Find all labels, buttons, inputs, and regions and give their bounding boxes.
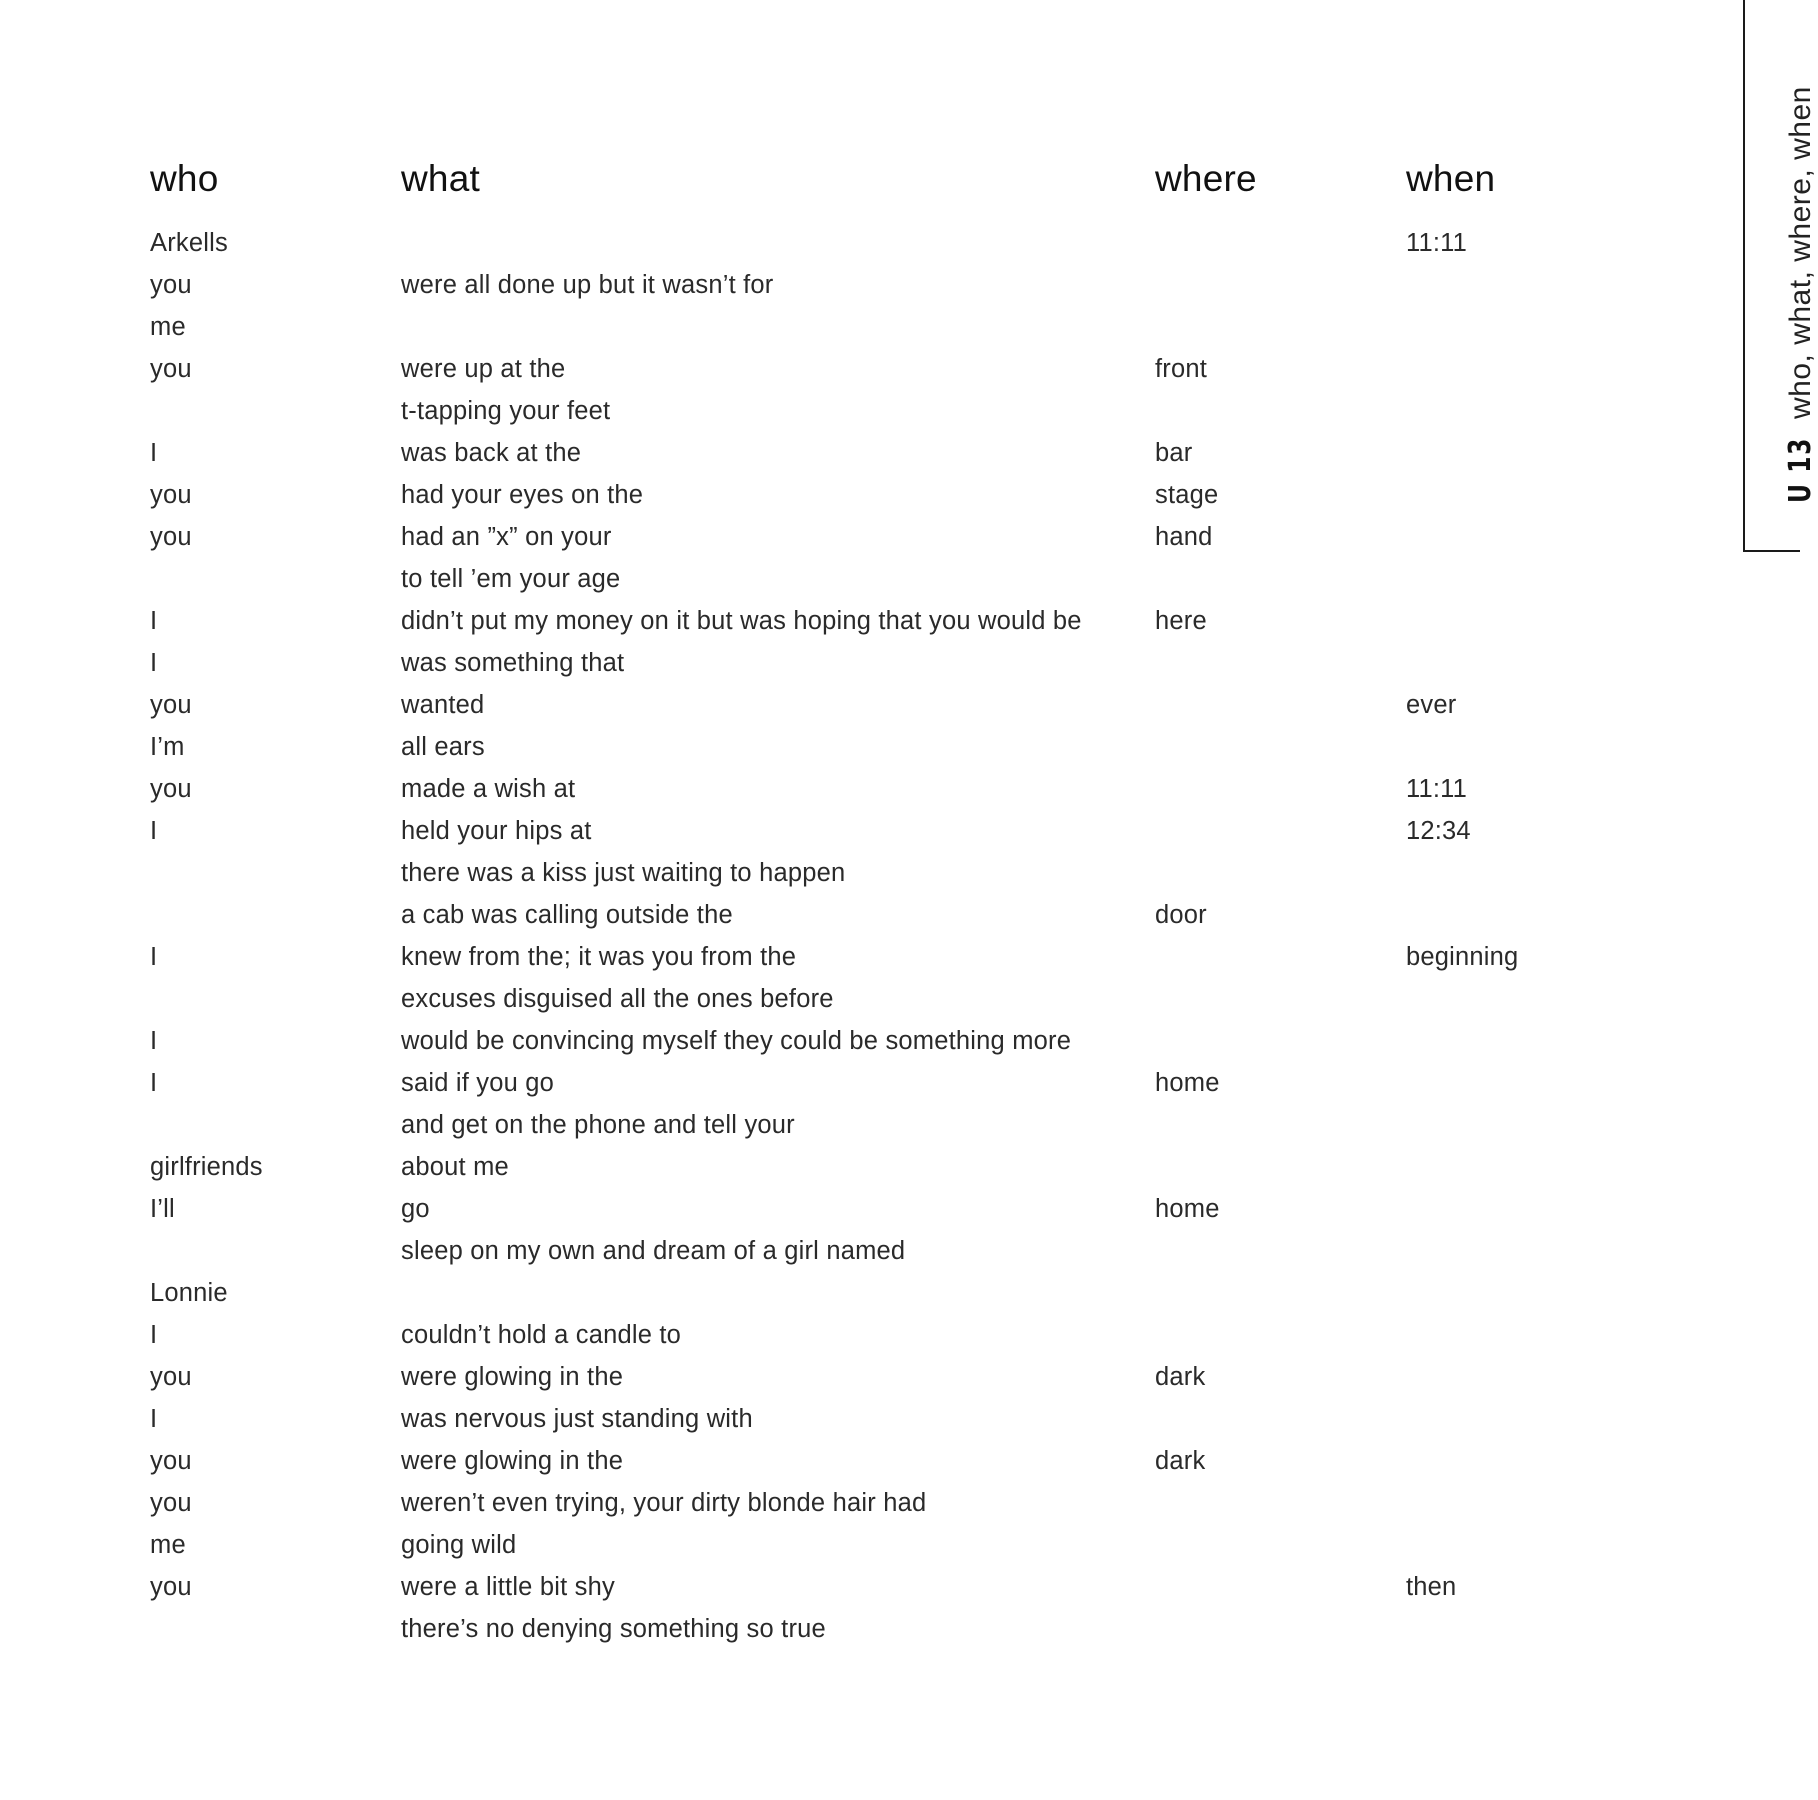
cell-who: I <box>150 1320 158 1349</box>
cell-what: there was a kiss just waiting to happen <box>401 858 846 887</box>
table-row <box>150 810 1590 852</box>
table-row <box>150 1272 1590 1314</box>
cell-who: you <box>150 522 192 551</box>
cell-what: go <box>401 1194 430 1223</box>
cell-what: knew from the; it was you from the <box>401 942 797 971</box>
table-body <box>150 222 1590 1650</box>
cell-when: 11:11 <box>1406 774 1468 803</box>
cell-who: you <box>150 1488 192 1517</box>
section-number: U 13 <box>1783 437 1818 503</box>
cell-what: were up at the <box>401 354 566 383</box>
cell-who: me <box>150 312 186 341</box>
header-what: what <box>401 158 480 199</box>
section-title: who, what, where, when <box>1783 86 1817 419</box>
cell-who: you <box>150 1362 192 1391</box>
table-row <box>150 684 1590 726</box>
cell-who: I <box>150 1026 158 1055</box>
table-row <box>150 1062 1590 1104</box>
cell-who: you <box>150 1572 192 1601</box>
cell-what: said if you go <box>401 1068 555 1097</box>
table-row <box>150 1356 1590 1398</box>
cell-when: then <box>1406 1572 1457 1601</box>
table-row <box>150 432 1590 474</box>
cell-what: couldn’t hold a candle to <box>401 1320 682 1349</box>
cell-where: here <box>1155 606 1207 635</box>
table-row <box>150 1566 1590 1608</box>
cell-who: me <box>150 1530 186 1559</box>
table-row <box>150 768 1590 810</box>
cell-who: I’m <box>150 732 185 761</box>
side-tab-label <box>1783 86 1818 503</box>
cell-what: didn’t put my money on it but was hoping that you would be <box>401 606 1082 635</box>
table-row <box>150 1230 1590 1272</box>
header-when: when <box>1406 158 1496 199</box>
cell-who: girlfriends <box>150 1152 263 1181</box>
table-row <box>150 1524 1590 1566</box>
cell-what: all ears <box>401 732 485 761</box>
cell-who: I <box>150 648 158 677</box>
cell-what: had your eyes on the <box>401 480 644 509</box>
header-who: who <box>150 158 219 199</box>
table-row <box>150 306 1590 348</box>
table-row <box>150 1398 1590 1440</box>
cell-what: were a little bit shy <box>401 1572 615 1601</box>
cell-when: 11:11 <box>1406 228 1468 257</box>
cell-where: home <box>1155 1194 1220 1223</box>
table-row <box>150 1146 1590 1188</box>
cell-what: and get on the phone and tell your <box>401 1110 795 1139</box>
cell-what: held your hips at <box>401 816 592 845</box>
cell-who: I <box>150 438 158 467</box>
table-row <box>150 558 1590 600</box>
cell-when: beginning <box>1406 942 1519 971</box>
cell-what: would be convincing myself they could be something more <box>401 1026 1072 1055</box>
cell-what: were glowing in the <box>401 1446 624 1475</box>
cell-where: dark <box>1155 1446 1206 1475</box>
cell-what: weren’t even trying, your dirty blonde hair had <box>401 1488 927 1517</box>
cell-who: Lonnie <box>150 1278 228 1307</box>
table-row <box>150 1482 1590 1524</box>
cell-what: to tell ’em your age <box>401 564 621 593</box>
table-row <box>150 1608 1590 1650</box>
cell-who: I <box>150 816 158 845</box>
table-row <box>150 1314 1590 1356</box>
lyrics-table <box>150 148 1590 1650</box>
cell-where: front <box>1155 354 1208 383</box>
table-row <box>150 1104 1590 1146</box>
cell-what: sleep on my own and dream of a girl named <box>401 1236 906 1265</box>
cell-where: door <box>1155 900 1207 929</box>
cell-where: hand <box>1155 522 1213 551</box>
table-row <box>150 1440 1590 1482</box>
cell-who: I’ll <box>150 1194 175 1223</box>
cell-who: I <box>150 1404 158 1433</box>
table-row <box>150 852 1590 894</box>
cell-what: wanted <box>401 690 485 719</box>
cell-what: t-tapping your feet <box>401 396 611 425</box>
cell-who: you <box>150 1446 192 1475</box>
cell-what: a cab was calling outside the <box>401 900 733 929</box>
cell-where: home <box>1155 1068 1220 1097</box>
table-row <box>150 516 1590 558</box>
table-header-row <box>150 148 1590 210</box>
cell-who: Arkells <box>150 228 228 257</box>
cell-what: were all done up but it wasn’t for <box>401 270 774 299</box>
cell-what: excuses disguised all the ones before <box>401 984 834 1013</box>
table-row <box>150 642 1590 684</box>
cell-what: there’s no denying something so true <box>401 1614 826 1643</box>
cell-what: was nervous just standing with <box>401 1404 753 1433</box>
cell-what: had an ”x” on your <box>401 522 612 551</box>
cell-where: dark <box>1155 1362 1206 1391</box>
cell-who: you <box>150 354 192 383</box>
cell-where: bar <box>1155 438 1193 467</box>
table-row <box>150 1020 1590 1062</box>
cell-when: 12:34 <box>1406 816 1471 845</box>
cell-what: about me <box>401 1152 509 1181</box>
cell-who: you <box>150 690 192 719</box>
table-row <box>150 474 1590 516</box>
cell-where: stage <box>1155 480 1219 509</box>
table-row <box>150 600 1590 642</box>
table-row <box>150 726 1590 768</box>
table-row <box>150 894 1590 936</box>
table-row <box>150 348 1590 390</box>
side-tab <box>1743 0 1818 552</box>
cell-when: ever <box>1406 690 1457 719</box>
table-row <box>150 222 1590 264</box>
cell-what: made a wish at <box>401 774 576 803</box>
header-where: where <box>1155 158 1257 199</box>
cell-who: you <box>150 270 192 299</box>
cell-what: were glowing in the <box>401 1362 624 1391</box>
cell-who: you <box>150 480 192 509</box>
cell-who: I <box>150 1068 158 1097</box>
table-row <box>150 978 1590 1020</box>
cell-who: you <box>150 774 192 803</box>
cell-what: was back at the <box>401 438 582 467</box>
table-row <box>150 1188 1590 1230</box>
table-row <box>150 936 1590 978</box>
cell-what: was something that <box>401 648 625 677</box>
cell-who: I <box>150 606 158 635</box>
table-row <box>150 264 1590 306</box>
cell-what: going wild <box>401 1530 517 1559</box>
table-row <box>150 390 1590 432</box>
cell-who: I <box>150 942 158 971</box>
